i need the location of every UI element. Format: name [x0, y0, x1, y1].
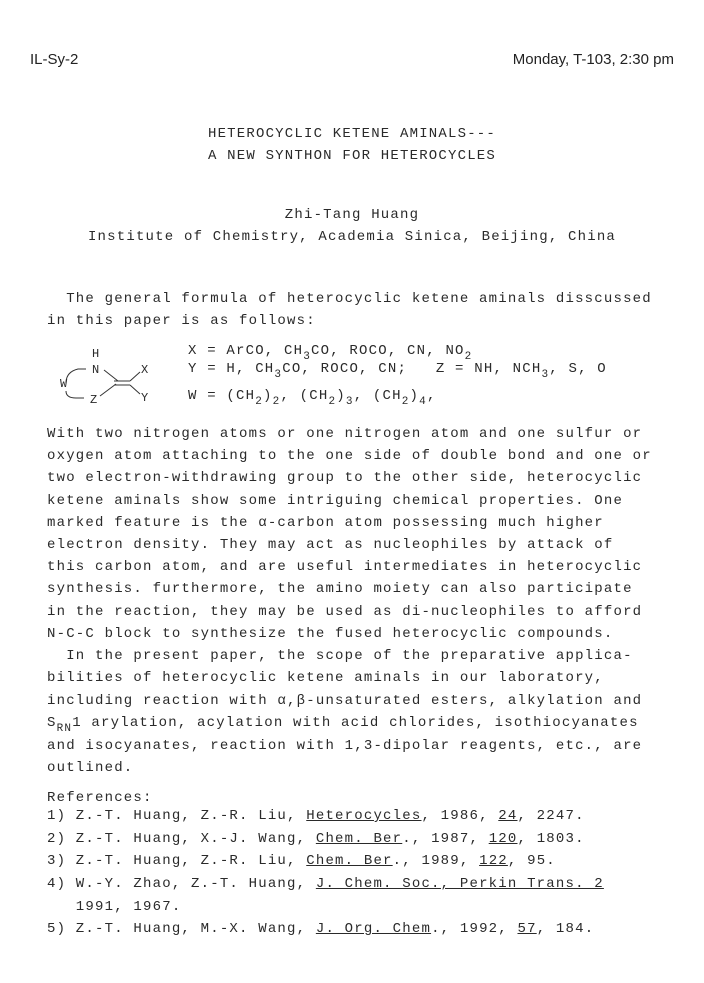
text-segment: Y = H, CH — [188, 361, 275, 377]
text-segment: ) — [409, 388, 420, 404]
journal-ref-text: Chem. Ber — [306, 853, 393, 869]
text-segment: 1 arylation, acylation with acid chlorides, isothiocyanates — [72, 715, 639, 732]
body-line — [47, 714, 639, 738]
text-segment: 2) Z.-T. Huang, X.-J. Wang, — [47, 831, 316, 847]
body-line — [47, 737, 642, 755]
body-line: two electron-withdrawing group to the other side, heterocyclic — [47, 470, 643, 487]
text-segment: , 95. — [507, 853, 556, 869]
text-segment: ., 1987, — [402, 831, 489, 847]
author: Zhi-Tang Huang — [284, 207, 420, 223]
reference-item — [47, 875, 604, 893]
reference-item — [47, 830, 585, 848]
text-segment: 2 — [328, 396, 337, 408]
atom-x: X — [141, 363, 150, 377]
text-segment: W = (CH — [188, 388, 256, 404]
body-line: With two nitrogen atoms or one nitrogen atom and one sulfur or — [47, 426, 643, 442]
session-code: IL-Sy-2 — [30, 51, 79, 68]
text-segment: bilities of heterocyclic ketene aminals in our laboratory, — [47, 670, 604, 687]
text-segment: RN — [56, 723, 73, 736]
text-segment: 5) Z.-T. Huang, M.-X. Wang, — [47, 921, 316, 937]
journal-ref-text: 57 — [517, 921, 537, 937]
text-segment: 3) Z.-T. Huang, Z.-R. Liu, — [47, 853, 307, 869]
body-line: this carbon atom, and are useful intermediates in heterocyclic — [47, 559, 643, 576]
reference-item — [47, 898, 181, 916]
text-segment: X = ArCO, CH — [188, 343, 304, 359]
text-segment: , 2247. — [517, 808, 585, 824]
atom-w: W — [60, 377, 69, 391]
text-segment: 2 — [255, 396, 264, 408]
body-line — [47, 759, 133, 777]
journal-ref-text: Chem. Ber — [315, 831, 403, 847]
body-line — [47, 647, 633, 665]
title-line-2: A NEW SYNTHON FOR HETEROCYCLES — [207, 148, 497, 164]
text-segment: , 1986, — [421, 808, 499, 824]
session-time: Monday, T-103, 2:30 pm — [512, 51, 674, 68]
formula-line — [188, 360, 607, 384]
journal-ref-text: Heterocycles — [306, 808, 422, 824]
text-segment: 2 — [464, 351, 473, 363]
text-segment: , 184. — [536, 921, 595, 937]
text-segment: CO, ROCO, CN, NO — [311, 343, 465, 359]
text-segment: 3 — [303, 351, 312, 363]
formula-line — [188, 387, 437, 411]
text-segment: ) — [263, 388, 273, 404]
references-heading: References: — [47, 790, 153, 806]
atom-z: Z — [90, 393, 99, 407]
text-segment: 3 — [345, 396, 354, 408]
text-segment: 2 — [401, 396, 410, 408]
text-segment: CO, ROCO, CN; Z = NH, NCH — [282, 361, 542, 377]
text-segment: ., 1989, — [392, 853, 480, 869]
body-line — [47, 692, 642, 710]
text-segment: ., 1992, — [431, 921, 518, 937]
text-segment: In the present paper, the scope of the preparative applica- — [47, 648, 633, 664]
text-segment: , (CH — [280, 388, 329, 404]
text-segment: 4 — [419, 396, 427, 408]
intro-line-2: in this paper is as follows: — [47, 313, 316, 329]
intro-line-1: The general formula of heterocyclic ketene aminals disscussed — [47, 291, 652, 307]
body-line: electron density. They may act as nucleophiles by attack of — [47, 537, 614, 553]
text-segment: 2 — [272, 396, 281, 408]
journal-ref-text: J. Chem. Soc., Perkin Trans. 2 — [315, 876, 604, 892]
text-segment: and isocyanates, reaction with 1,3-dipolar reagents, etc., are — [47, 737, 643, 754]
text-segment: outlined. — [47, 760, 134, 776]
text-segment: , 1803. — [517, 831, 585, 847]
journal-ref-text: 24 — [498, 808, 518, 824]
body-line: ketene aminals show some intriguing chemical properties. One — [47, 492, 624, 509]
atom-y: Y — [141, 391, 150, 405]
text-segment: , — [426, 388, 437, 404]
body-line: synthesis. furthermore, the amino moiety can also participate — [47, 581, 633, 598]
text-segment: , S, O — [549, 361, 607, 377]
text-segment: including reaction with α,β-unsaturated esters, alkylation and — [47, 692, 643, 709]
text-segment: 3 — [541, 369, 550, 381]
reference-item — [47, 920, 594, 938]
text-segment: 1) Z.-T. Huang, Z.-R. Liu, — [47, 808, 307, 824]
reference-item — [47, 807, 585, 825]
atom-n: N — [92, 363, 101, 377]
text-segment: 1991, 1967. — [47, 899, 182, 915]
text-segment: , (CH — [353, 388, 402, 404]
body-line — [47, 669, 604, 687]
text-segment: 4) W.-Y. Zhao, Z.-T. Huang, — [47, 876, 316, 892]
journal-ref-text: 120 — [488, 831, 518, 847]
body-line: oxygen atom attaching to the one side of double bond and one or — [47, 448, 652, 465]
body-line: in the reaction, they may be used as di-nucleophiles to afford — [47, 603, 643, 620]
text-segment: S — [47, 715, 57, 732]
affiliation: Institute of Chemistry, Academia Sinica, Beijing, China — [87, 229, 617, 245]
title-line-1: HETEROCYCLIC KETENE AMINALS--- — [207, 126, 497, 142]
body-line: N-C-C block to synthesize the fused heterocyclic compounds. — [47, 625, 614, 642]
journal-ref-text: 122 — [479, 853, 508, 869]
reference-item — [47, 852, 556, 870]
text-segment: 3 — [274, 369, 283, 381]
atom-h: H — [92, 347, 101, 361]
body-line: marked feature is the α-carbon atom possessing much higher — [47, 514, 604, 531]
text-segment: ) — [336, 388, 346, 404]
journal-ref-text: J. Org. Chem — [315, 921, 432, 937]
